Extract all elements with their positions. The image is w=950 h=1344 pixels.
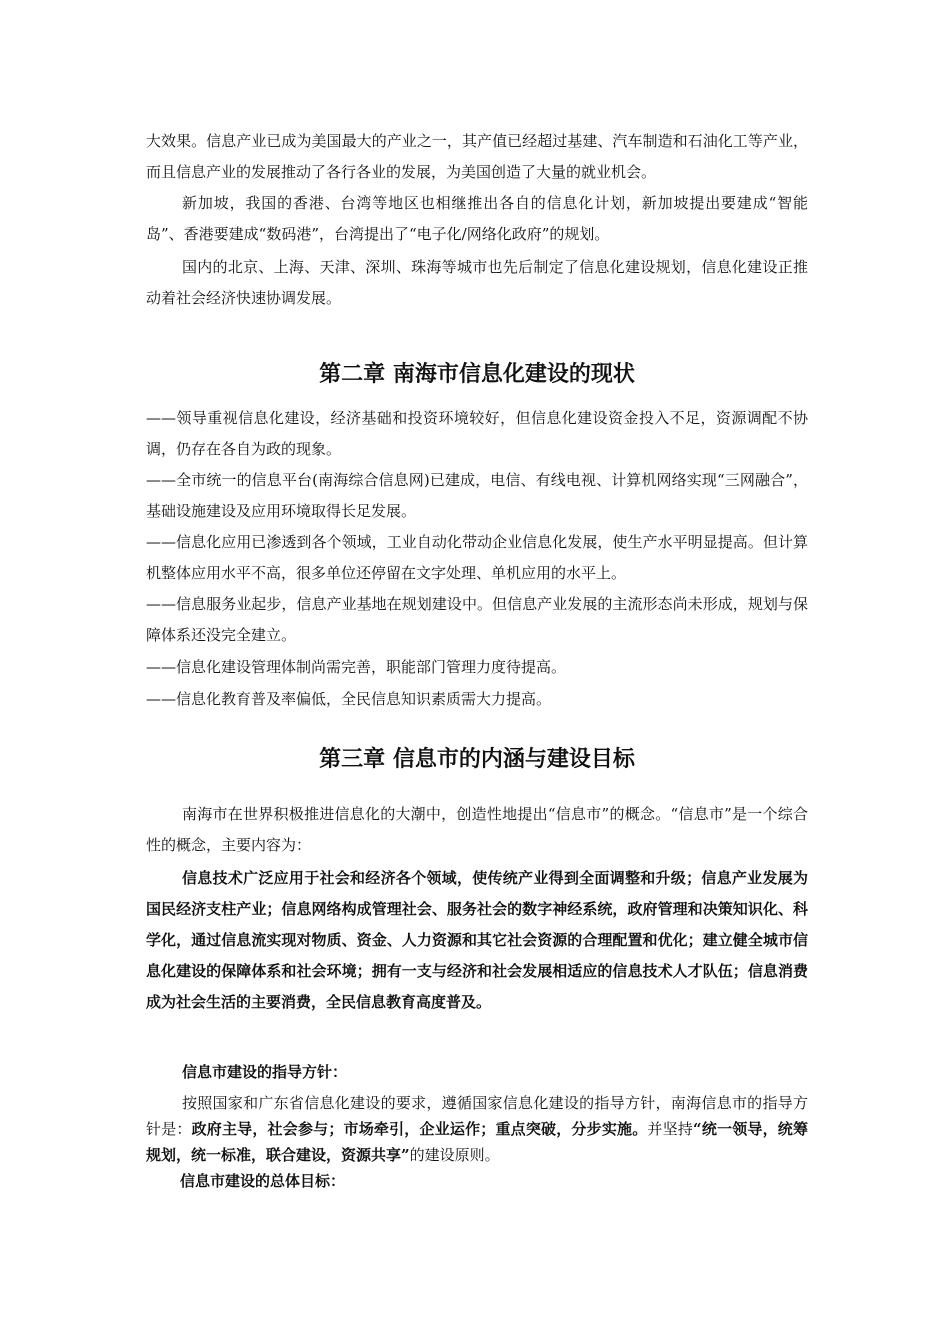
chapter-2-item: ——领导重视信息化建设，经济基础和投资环境较好，但信息化建设资金投入不足，资源调配不协调，仍存在各自为政的现象。: [146, 409, 808, 458]
intro-paragraph-3: 国内的北京、上海、天津、深圳、珠海等城市也先后制定了信息化建设规划，信息化建设正推动着社会经济快速协调发展。: [146, 258, 808, 307]
guide-paragraph: [146, 1090, 808, 1168]
intro-paragraph-2: 新加坡，我国的香港、台湾等地区也相继推出各自的信息化计划，新加坡提出要建成“智能岛”、香港要建成“数码港”，台湾提出了“电子化/网络化政府”的规划。: [146, 194, 808, 243]
chapter-2-title: 第二章 南海市信息化建设的现状: [319, 362, 635, 387]
chapter-2-item: ——信息化建设管理体制尚需完善，职能部门管理力度待提高。: [146, 658, 567, 676]
chapter-3-title: 第三章 信息市的内涵与建设目标: [319, 747, 635, 772]
guide-text-a: 按照国家和广东省信息化建设的要求，遵循国家信息化建设的指导方针，南海信息市的指导方针是：: [146, 1094, 808, 1138]
guide-text-e: 的建设原则。: [409, 1146, 500, 1164]
chapter-2-item: ——信息化应用已渗透到各个领域，工业自动化带动企业信息化发展，使生产水平明显提高。但计算机整体应用水平不高，很多单位还停留在文字处理、单机应用的水平上。: [146, 533, 808, 582]
intro-paragraph-1: 大效果。信息产业已成为美国最大的产业之一，其产值已经超过基建、汽车制造和石油化工等产业，而且信息产业的发展推动了各行各业的发展，为美国创造了大量的就业机会。: [146, 132, 808, 181]
chapter-2-item: ——信息化教育普及率偏低，全民信息知识素质需大力提高。: [146, 690, 552, 708]
goal-heading: 信息市建设的总体目标：: [180, 1172, 346, 1190]
guide-text-c: 并坚持: [647, 1120, 693, 1138]
guide-heading: 信息市建设的指导方针：: [182, 1063, 348, 1081]
guide-slogan: “统一领导，统筹规划，统一标准，联合建设，资源共享”: [146, 1120, 808, 1164]
chapter-3-paragraph-1: 南海市在世界积极推进信息化的大潮中，创造性地提出“信息市”的概念。“信息市”是一个综合性的概念，主要内容为：: [146, 805, 808, 854]
guide-principles: 政府主导，社会参与；市场牵引，企业运作；重点突破，分步实施。: [191, 1120, 648, 1138]
chapter-3-definition: 信息技术广泛应用于社会和经济各个领域，使传统产业得到全面调整和升级；信息产业发展为国民经济支柱产业；信息网络构成管理社会、服务社会的数字神经系统，政府管理和决策知识化、科学化，通过信息流实现对物质、资金、人力资源和其它社会资源的合理配置和优化；建立健全城市信息化建设的保障体系和社会环境；拥有一支与经济和社会发展相适应的信息技术人才队伍；信息消费成为社会生活的主要消费，全民信息教育高度普及。: [146, 869, 808, 1011]
chapter-2-item: ——信息服务业起步，信息产业基地在规划建设中。但信息产业发展的主流形态尚未形成，规划与保障体系还没完全建立。: [146, 595, 808, 644]
chapter-2-item: ——全市统一的信息平台(南海综合信息网)已建成，电信、有线电视、计算机网络实现“三网融合”，基础设施建设及应用环境取得长足发展。: [146, 471, 808, 520]
